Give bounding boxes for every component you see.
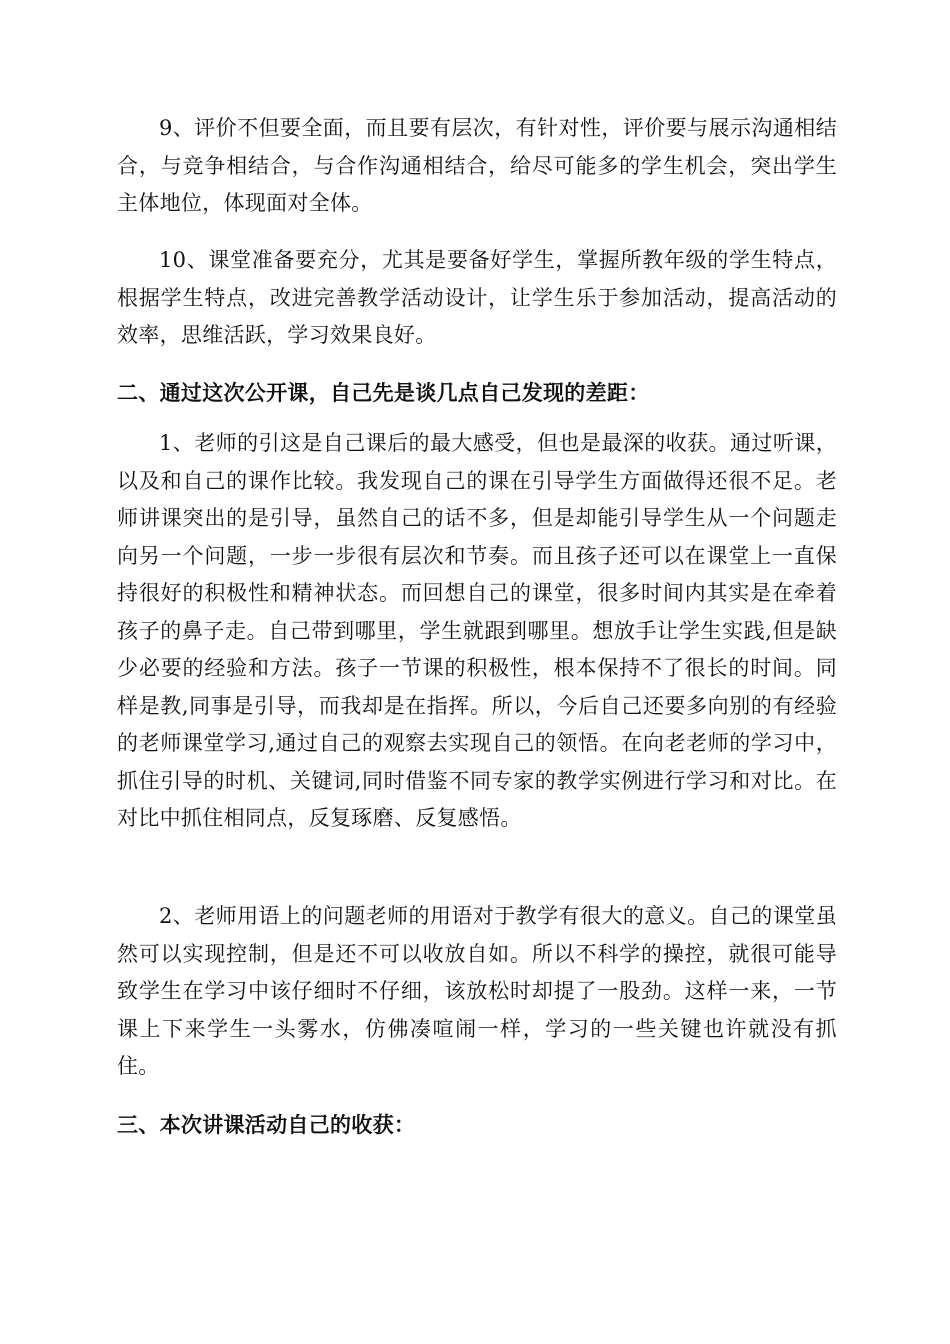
section-2-paragraph-1: 1、老师的引这是自己课后的最大感受，但也是最深的收获。通过听课，以及和自己的课作比较。我发现自己的课在引导学生方面做得还很不足。老师讲课突出的是引导，虽然自己的话不多，但是却能引导学生从一个问题走向另一个问题，一步一步很有层次和节奏。而且孩子还可以在课堂上一直保持很好的积极性和精神状态。而回想自己的课堂，很多时间内其实是在牵着孩子的鼻子走。自己带到哪里，学生就跟到哪里。想放手让学生实践,但是缺少必要的经验和方法。孩子一节课的积极性，根本保持不了很长的时间。同样是教,同事是引导，而我却是在指挥。所以，今后自己还要多向别的有经验的老师课堂学习,通过自己的观察去实现自己的领悟。在向老老师的学习中，抓住引导的时机、关键词,同时借鉴不同专家的教学实例进行学习和对比。在对比中抓住相同点，反复琢磨、反复感悟。 xyxy=(117,431,837,830)
paragraph-9: 9、评价不但要全面，而且要有层次，有针对性，评价要与展示沟通相结合，与竞争相结合，与合作沟通相结合，给尽可能多的学生机会，突出学生主体地位，体现面对全体。 xyxy=(117,116,837,215)
section-2-paragraph-2: 2、老师用语上的问题老师的用语对于教学有很大的意义。自己的课堂虽然可以实现控制，但是还不可以收放自如。所以不科学的操控，就很可能导致学生在学习中该仔细时不仔细，该放松时却提了一股劲。这样一来，一节课上下来学生一头雾水，仿佛凑喧闹一样，学习的一些关键也许就没有抓住。 xyxy=(117,904,837,1078)
section-heading-2: 二、通过这次公开课，自己先是谈几点自己发现的差距： xyxy=(117,380,650,405)
paragraph-10: 10、课堂准备要充分，尤其是要备好学生，掌握所教年级的学生特点，根据学生特点，改进完善教学活动设计，让学生乐于参加活动，提高活动的效率，思维活跃，学习效果良好。 xyxy=(117,248,837,347)
section-heading-3: 三、本次讲课活动自己的收获： xyxy=(117,1112,416,1137)
